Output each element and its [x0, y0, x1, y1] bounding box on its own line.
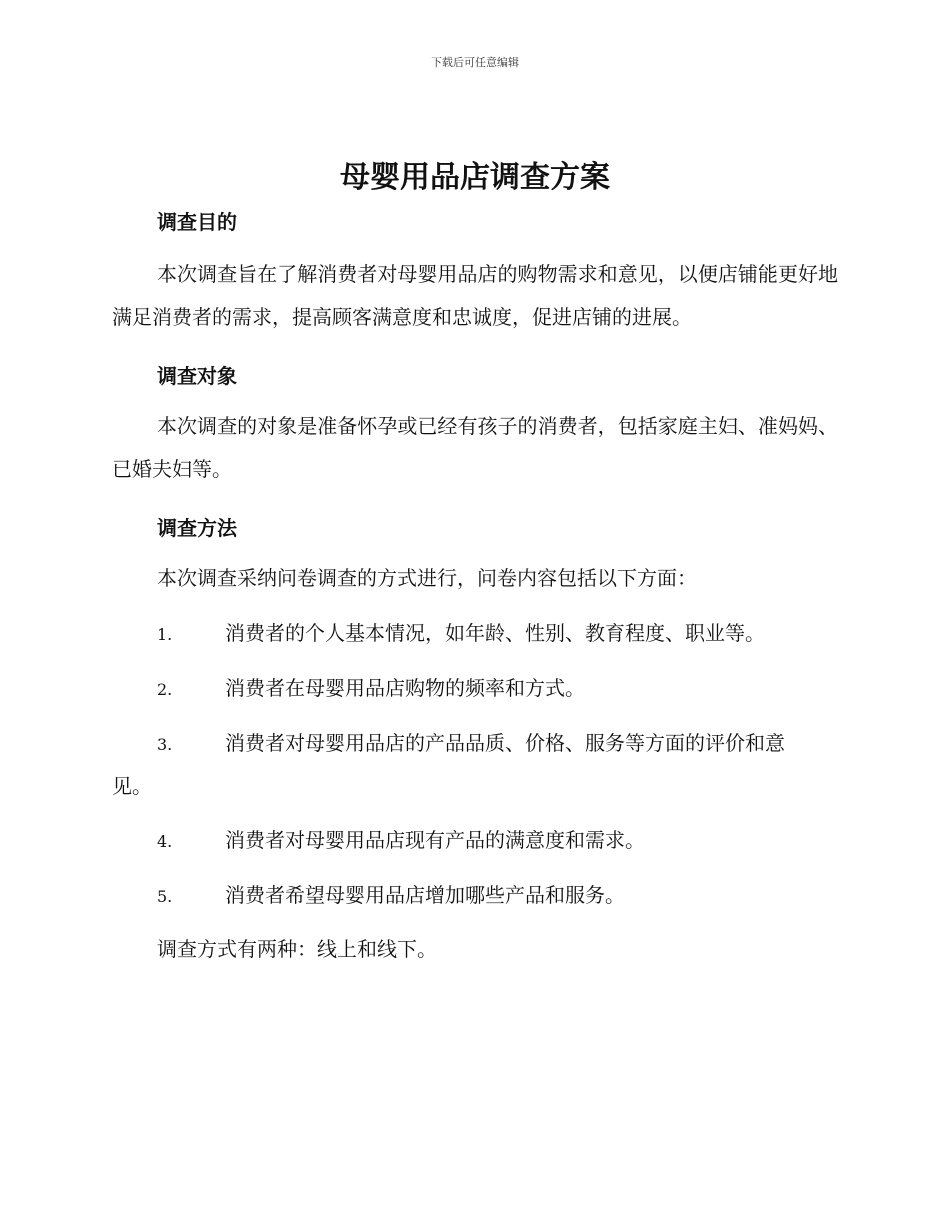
section-heading-target: 调查对象	[157, 364, 237, 388]
paragraph-purpose: 本次调查旨在了解消费者对母婴用品店的购物需求和意见，以便店铺能更好地满足消费者的需求，提高顾客满意度和忠诚度，促进店铺的进展。	[112, 262, 838, 329]
list-item-text: 消费者希望母婴用品店增加哪些产品和服务。	[225, 883, 625, 907]
list-item-text-continuation: 见。	[112, 774, 152, 798]
list-number: 2.	[157, 680, 173, 699]
list-item-text: 消费者对母婴用品店的产品品质、价格、服务等方面的评价和意	[225, 731, 785, 755]
document-title: 母婴用品店调查方案	[340, 160, 610, 195]
list-item	[112, 667, 838, 710]
section-heading-purpose: 调查目的	[157, 210, 237, 234]
list-item-text: 消费者的个人基本情况，如年龄、性别、教育程度、职业等。	[225, 621, 765, 645]
list-item-text: 消费者对母婴用品店现有产品的满意度和需求。	[225, 828, 645, 852]
list-item	[112, 874, 838, 917]
paragraph-method-outro: 调查方式有两种：线上和线下。	[157, 937, 437, 961]
list-item	[112, 722, 838, 808]
list-number: 3.	[157, 735, 173, 754]
list-item	[112, 819, 838, 862]
paragraph-method-intro: 本次调查采纳问卷调查的方式进行，问卷内容包括以下方面：	[157, 566, 697, 590]
paragraph-target: 本次调查的对象是准备怀孕或已经有孩子的消费者，包括家庭主妇、准妈妈、已婚夫妇等。	[112, 414, 838, 481]
section-heading-method: 调查方法	[157, 516, 237, 540]
list-number: 5.	[157, 887, 173, 906]
list-number: 4.	[157, 832, 173, 851]
header-note: 下载后可任意编辑	[431, 56, 519, 69]
list-item-text: 消费者在母婴用品店购物的频率和方式。	[225, 676, 585, 700]
list-item	[112, 612, 838, 655]
list-number: 1.	[157, 625, 173, 644]
